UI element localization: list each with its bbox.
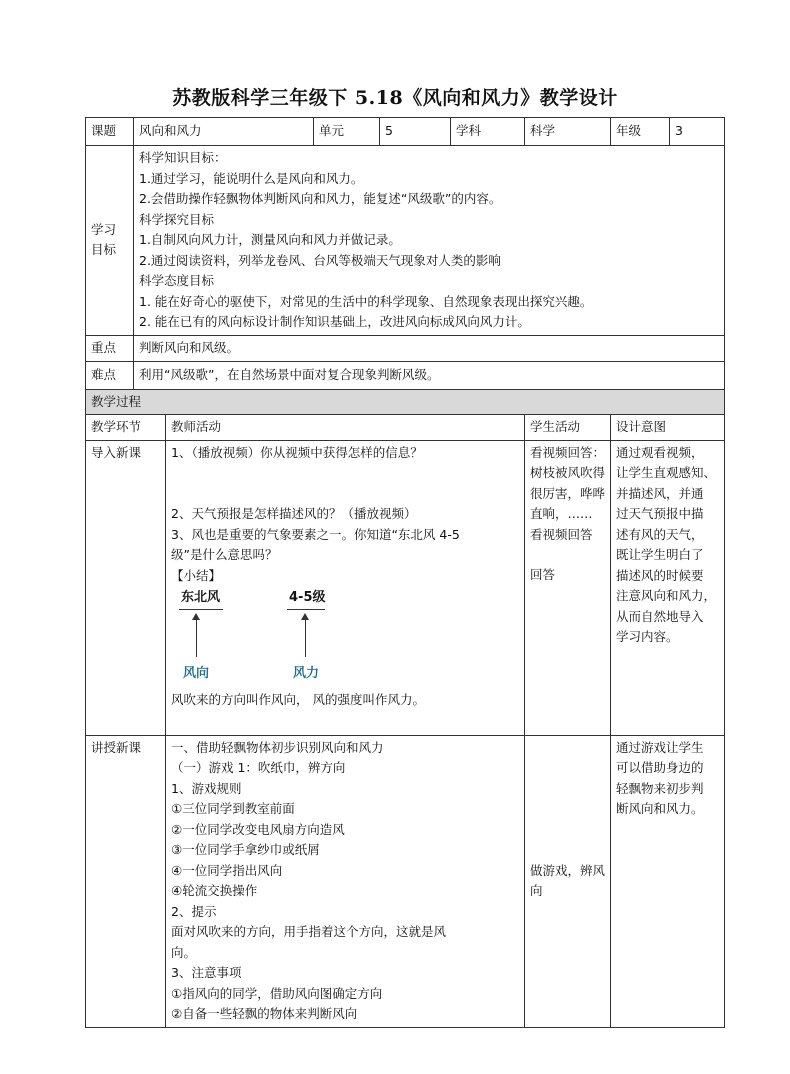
subject-label: 学科 [451, 118, 525, 146]
teacher-line: 2、提示 [171, 903, 217, 919]
column-header: 教学环节 [86, 415, 166, 441]
column-header-row [86, 415, 725, 441]
intro-stage: 导入新课 [86, 440, 166, 735]
teacher-line: 向。 [171, 944, 197, 960]
column-header: 学生活动 [525, 415, 611, 441]
subject-value: 科学 [525, 118, 611, 146]
teacher-line: ②自备一些轻飘的物体来判断风向 [171, 1006, 358, 1021]
teacher-line: ①指风向的同学，借助风向图确定方向 [171, 985, 383, 1001]
objective-line: 1. 能在好奇心的驱使下，对常见的生活中的科学现象、自然现象表现出探究兴趣。 [139, 293, 593, 309]
teacher-line: 级”是什么意思吗？ [171, 547, 278, 562]
objective-line: 科学知识目标： [139, 150, 227, 165]
column-header: 设计意图 [611, 415, 725, 441]
info-row [86, 118, 725, 146]
underline-icon [179, 609, 223, 610]
teacher-line: 3、注意事项 [171, 965, 242, 980]
objectives-content [134, 146, 725, 336]
unit-value: 5 [380, 118, 451, 146]
teacher-conclusion: 风吹来的方向叫作风向， 风的强度叫作风力。 [171, 692, 425, 707]
objective-line: 2.通过阅读资料，列举龙卷风、台风等极端天气现象对人类的影响 [139, 252, 501, 268]
grade-value: 3 [670, 118, 725, 146]
diagram-label-force-example: 4-5级 [289, 590, 326, 605]
objectives-label: 学习 目标 [86, 146, 134, 336]
intro-teacher-activity [166, 440, 525, 735]
key-point-row [86, 335, 725, 361]
difficulty-value: 利用“风级歌”，在自然场景中面对复合现象判断风级。 [134, 361, 725, 389]
diagram-label-direction: 风向 [183, 666, 210, 681]
teacher-line: 【小结】 [171, 567, 222, 583]
page-title: 苏教版科学三年级下 5.18《风向和风力》教学设计 [172, 87, 618, 109]
teacher-line: 一、借助轻飘物体初步识别风向和风力 [171, 739, 384, 755]
key-point-label: 重点 [86, 335, 134, 361]
teach-student-activity: 做游戏，辨风 向 [525, 735, 611, 1027]
objective-line: 科学探究目标 [139, 211, 215, 227]
grade-label: 年级 [611, 118, 670, 146]
underline-icon [287, 609, 325, 610]
objective-line: 2. 能在已有的风向标设计制作知识基础上，改进风向标成风向风力计。 [139, 314, 530, 329]
teacher-line: ④一位同学指出风向 [171, 862, 283, 878]
teacher-line: 3、风也是重要的气象要素之一。你知道“东北风 4-5 [171, 526, 460, 542]
intro-design-intent: 通过观看视频， 让学生直观感知、 并描述风，并通 过天气预报中描 述有风的天气， 既让学生明白了 描述风的时候要 注意风向和风力， 从而自然地导入 学习内容。 [611, 440, 725, 735]
diagram-label-force: 风力 [293, 666, 320, 681]
lesson-plan-table [85, 117, 725, 1028]
wind-diagram [175, 586, 519, 690]
teacher-line: 1、游戏规则 [171, 780, 242, 796]
teacher-line: ①三位同学到教室前面 [171, 801, 295, 816]
process-header-row [86, 389, 725, 415]
objective-line: 科学态度目标 [139, 273, 215, 288]
teacher-line: （一）游戏 1：吹纸巾，辨方向 [171, 760, 346, 775]
column-header: 教师活动 [166, 415, 525, 441]
difficulty-row [86, 361, 725, 389]
intro-row [86, 440, 725, 735]
objective-line: 1.自制风向风力计，测量风向和风力并做记录。 [139, 232, 401, 247]
objectives-row [86, 146, 725, 336]
difficulty-label: 难点 [86, 361, 134, 389]
key-point-value: 判断风向和风级。 [134, 335, 725, 361]
process-header: 教学过程 [86, 389, 725, 415]
teacher-line: ④轮流交换操作 [171, 883, 258, 898]
arrow-shaft-icon [305, 619, 306, 657]
intro-student-activity: 看视频回答： 树枝被风吹得 很厉害，哗哗 直响，…… 看视频回答 回答 [525, 440, 611, 735]
teacher-line: 面对风吹来的方向，用手指着这个方向，这就是风 [171, 924, 447, 939]
course-value: 风向和风力 [134, 118, 314, 146]
course-label: 课题 [86, 118, 134, 146]
teacher-line: 2、天气预报是怎样描述风的？（播放视频） [171, 506, 417, 521]
teacher-line: ③一位同学手拿纱巾或纸屑 [171, 842, 320, 857]
teach-row [86, 735, 725, 1027]
unit-label: 单元 [314, 118, 380, 146]
teach-design-intent: 通过游戏让学生 可以借助身边的 轻飘物来初步判 断风向和风力。 [611, 735, 725, 1027]
teach-teacher-activity [166, 735, 525, 1027]
teacher-line: 1、（播放视频）你从视频中获得怎样的信息？ [171, 444, 423, 460]
objective-line: 2.会借助操作轻飘物体判断风向和风力，能复述“风级歌”的内容。 [139, 191, 502, 206]
teach-stage: 讲授新课 [86, 735, 166, 1027]
diagram-label-direction-example: 东北风 [181, 590, 221, 605]
objective-line: 1.通过学习，能说明什么是风向和风力。 [139, 170, 364, 186]
teacher-line: ②一位同学改变电风扇方向造风 [171, 821, 345, 837]
arrow-shaft-icon [196, 619, 197, 657]
